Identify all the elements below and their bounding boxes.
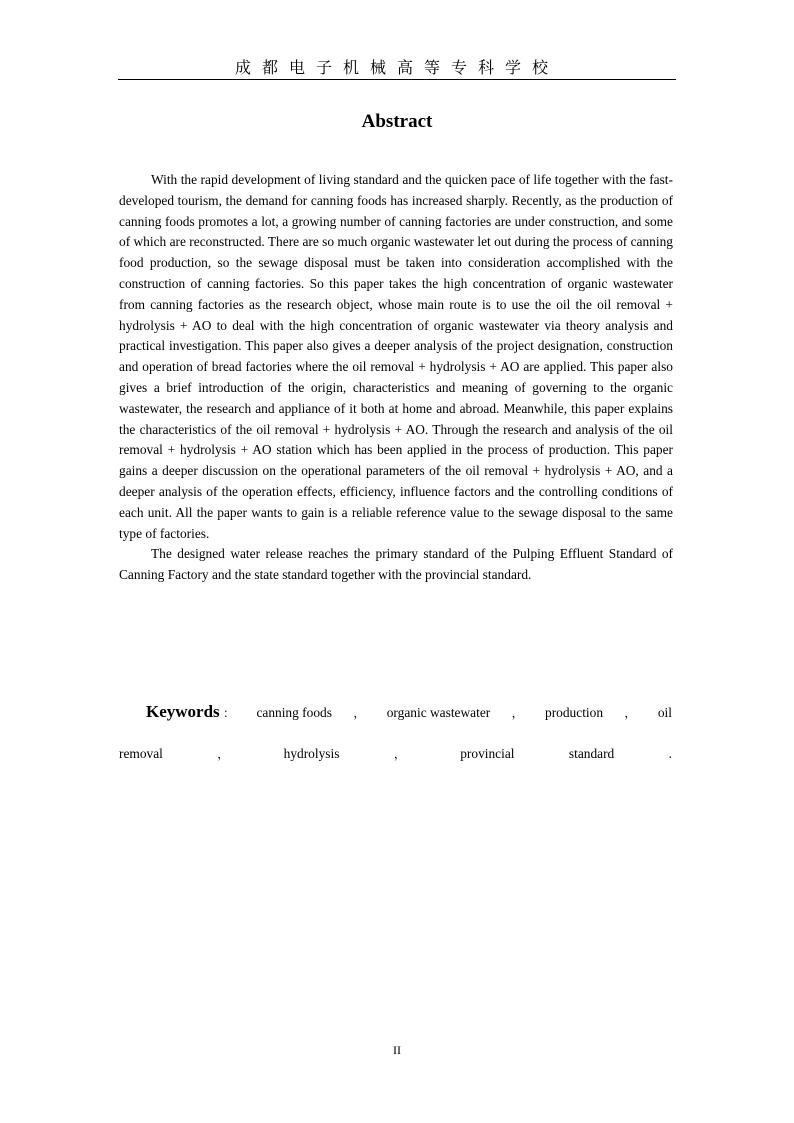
keyword: production [545, 705, 604, 720]
keyword-separator: ， [393, 747, 406, 761]
keywords-heading [146, 702, 235, 722]
page-header: 成都电子机械高等专科学校 [234, 58, 559, 77]
keyword: provincial [460, 746, 515, 761]
keyword-separator: ， [217, 747, 230, 761]
abstract-paragraph-1: With the rapid development of living standard and the quicken pace of life together with the fast-developed tourism, the demand for canning foods has increased sharply. Recently, as the production of canning foods promotes a lot, a growing number of canning factories are under construction, and some of which are reconstructed. There are so much organic wastewater let out during the process of canning food production, so the sewage disposal must be taken into consideration accomplished with the construction of canning factories. So this paper takes the high concentration of organic wastewater from canning factories as the research object, whose main route is to use the oil the oil removal + hydrolysis + AO to deal with the high concentration of organic wastewater via theory analysis and practical investigation. This paper also gives a deeper analysis of the project designation, construction and operation of bread factories where the oil removal + hydrolysis + AO are applied. This paper also gives a brief introduction of the origin, characteristics and meaning of governing to the organic wastewater, the research and appliance of it both at home and abroad. Meanwhile, this paper explains the characteristics of the oil removal + hydrolysis + AO. Through the research and analysis of the oil removal + hydrolysis + AO station which has been applied in the process of production. This paper gains a deeper discussion on the operational parameters of the oil removal + hydrolysis + AO, and a deeper analysis of the operation effects, efficiency, influence factors and the controlling conditions of each unit. All the paper wants to gain is a reliable reference value to the sewage disposal to the same type of factories. [119, 172, 673, 541]
keyword: oil [657, 705, 672, 720]
keywords-label: Keywords [146, 702, 220, 721]
keyword: organic wastewater [386, 705, 491, 720]
abstract-title: Abstract [361, 111, 433, 132]
keyword-separator: ， [353, 706, 366, 720]
keywords-end: . [668, 746, 672, 761]
keywords-line-2 [119, 745, 672, 762]
keywords-line-1 [146, 702, 672, 722]
abstract-paragraph-2: The designed water release reaches the primary standard of the Pulping Effluent Standard of Canning Factory and the state standard together with the provincial standard. [119, 546, 673, 583]
header-rule [118, 79, 676, 80]
keyword-separator: ， [511, 706, 524, 720]
keyword-separator: ， [624, 706, 637, 720]
keyword: hydrolysis [283, 746, 340, 761]
keyword: standard [568, 746, 615, 761]
keyword: removal [119, 746, 163, 761]
abstract-body [119, 170, 673, 586]
keywords-colon: ： [223, 706, 236, 720]
page-number: II [393, 1043, 401, 1057]
keyword: canning foods [256, 705, 332, 720]
